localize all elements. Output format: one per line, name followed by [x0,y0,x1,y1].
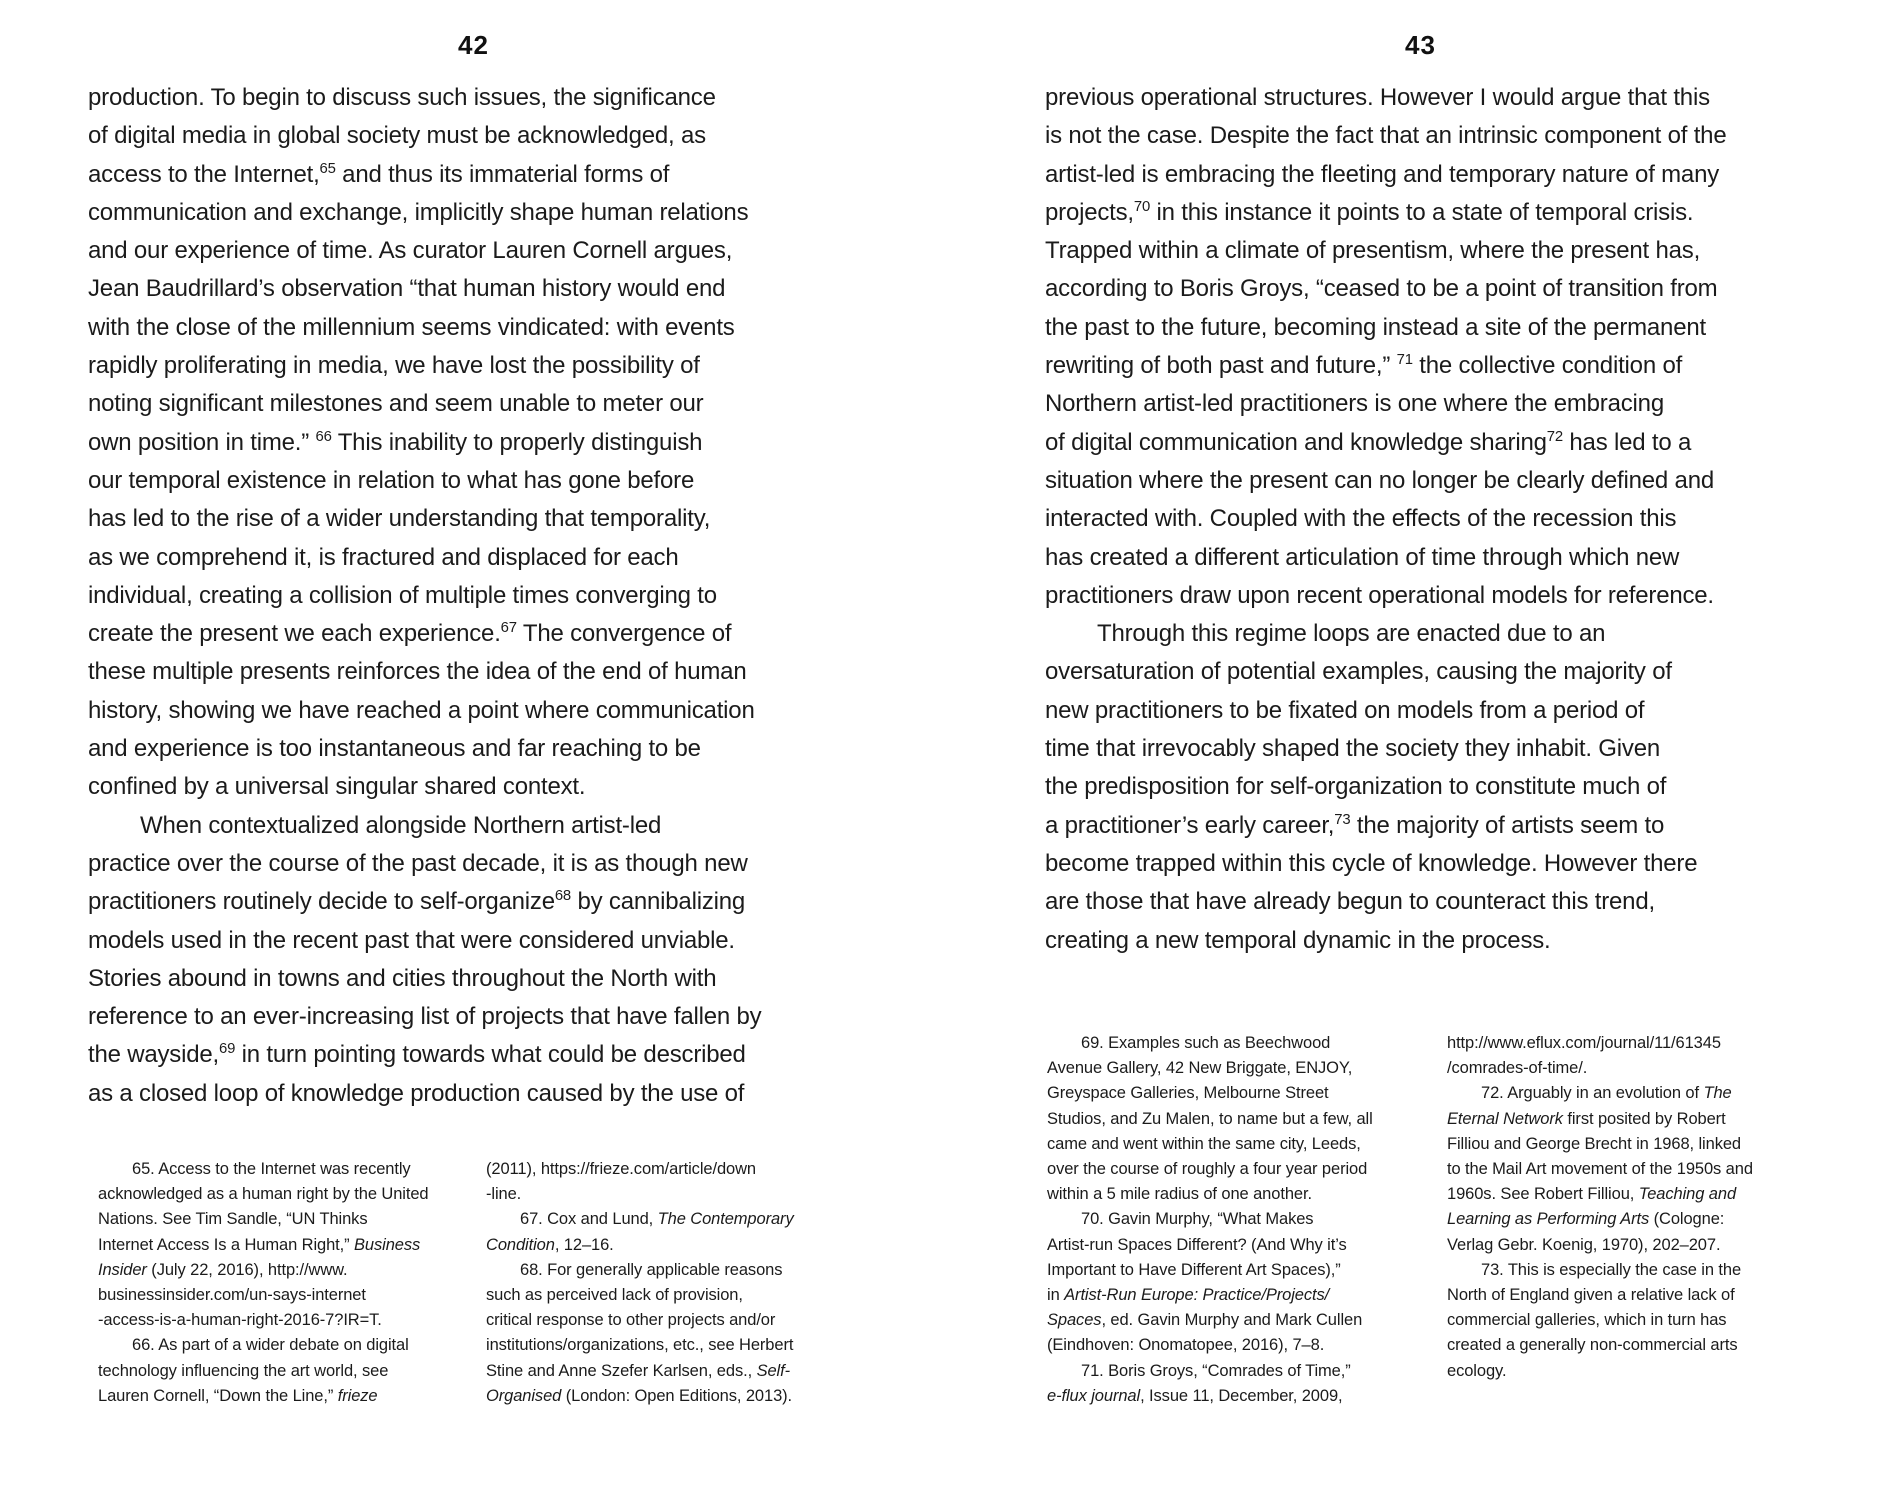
text-line: Stine and Anne Szefer Karlsen, eds., Self- [486,1361,790,1380]
text-line: production. To begin to discuss such issues, the significance [88,84,716,111]
text-line: interacted with. Coupled with the effects of the recession this [1045,505,1677,533]
text-line: rapidly proliferating in media, we have lost the possibility of [88,352,700,380]
text-line: /comrades-of-time/. [1447,1059,1588,1078]
text-line: 72. Arguably in an evolution of The [1481,1084,1732,1103]
text-line: with the close of the millennium seems vindicated: with events [88,313,735,341]
text-line: 73. This is especially the case in the [1481,1260,1742,1279]
text-line: previous operational structures. However I would argue that this [1045,84,1710,111]
text-line: noting significant milestones and seem unable to meter our [88,390,704,418]
body-text [1045,79,1726,960]
text-line: access to the Internet,$^{65}$ and thus its immaterial forms of [88,160,670,188]
text-line: of digital media in global society must be acknowledged, as [88,122,706,150]
footnotes-column-1 [1047,1031,1373,1409]
text-line: commercial galleries, which in turn has [1447,1311,1727,1330]
text-line: within a 5 mile radius of one another. [1047,1185,1312,1204]
text-line: communication and exchange, implicitly shape human relations [88,198,749,226]
text-line: Artist-run Spaces Different? (And Why it’s [1047,1235,1347,1254]
text-line: Lauren Cornell, “Down the Line,” frieze [98,1386,378,1405]
text-line: time that irrevocably shaped the society they inhabit. Given [1045,735,1661,763]
text-line: in Artist-Run Europe: Practice/Projects/ [1047,1286,1330,1305]
text-line: such as perceived lack of provision, [486,1286,743,1305]
text-line: (2011), https://frieze.com/article/down [486,1160,756,1178]
text-line: individual, creating a collision of multiple times converging to [88,581,717,609]
text-line: our temporal existence in relation to what has gone before [88,466,695,494]
text-line: North of England given a relative lack of [1447,1286,1735,1305]
text-line: is not the case. Despite the fact that an intrinsic component of the [1045,122,1727,150]
text-line: 70. Gavin Murphy, “What Makes [1081,1210,1314,1229]
text-line: Jean Baudrillard’s observation “that human history would end [88,275,726,303]
text-line: Important to Have Different Art Spaces),” [1047,1260,1341,1279]
text-line: own position in time.” $^{66}$ This inability to properly distinguish [88,428,703,456]
text-line: history, showing we have reached a point where communication [88,696,755,724]
footnotes-column-1 [98,1157,429,1409]
text-line: models used in the recent past that were considered unviable. [88,926,735,954]
text-line: businessinsider.com/un-says-internet [98,1286,366,1305]
text-line: Filliou and George Brecht in 1968, linked [1447,1134,1741,1153]
page-number: 43 [1405,30,1436,60]
text-line: (Eindhoven: Onomatopee, 2016), 7–8. [1047,1336,1325,1355]
text-line: Spaces, ed. Gavin Murphy and Mark Cullen [1047,1311,1363,1330]
text-line: a practitioner’s early career,$^{73}$ the majority of artists seem to [1045,811,1665,839]
text-line: over the course of roughly a four year period [1047,1160,1368,1179]
text-line: http://www.eflux.com/journal/11/61345 [1447,1034,1721,1052]
text-line: become trapped within this cycle of knowledge. However there [1045,849,1698,877]
text-line: came and went within the same city, Leeds, [1047,1134,1361,1153]
text-line: 69. Examples such as Beechwood [1081,1034,1331,1052]
text-line: When contextualized alongside Northern artist-led [140,811,662,839]
text-line: confined by a universal singular shared context. [88,773,586,801]
text-line: practitioners routinely decide to self-organize$^{68}$ by cannibalizing [88,888,746,916]
text-line: Eternal Network first posited by Robert [1447,1109,1726,1128]
text-line: Studios, and Zu Malen, to name but a few, all [1047,1109,1373,1128]
text-line: practice over the course of the past decade, it is as though new [88,849,748,877]
text-line: the wayside,$^{69}$ in turn pointing towards what could be described [88,1041,746,1069]
text-line: and our experience of time. As curator Lauren Cornell argues, [88,237,733,265]
text-line: Organised (London: Open Editions, 2013). [486,1386,793,1405]
text-line: -access-is-a-human-right-2016-7?IR=T. [98,1311,382,1330]
text-line: created a generally non-commercial arts [1447,1336,1738,1355]
text-line: 1960s. See Robert Filliou, Teaching and [1447,1185,1737,1204]
text-line: reference to an ever-increasing list of projects that have fallen by [88,1003,762,1031]
text-line: as we comprehend it, is fractured and displaced for each [88,543,679,571]
text-line: Through this regime loops are enacted due to an [1097,620,1606,648]
text-line: institutions/organizations, etc., see Herbert [486,1336,794,1355]
text-line: practitioners draw upon recent operational models for reference. [1045,581,1714,609]
text-line: artist-led is embracing the fleeting and temporary nature of many [1045,160,1720,188]
footnotes-column-2 [1447,1031,1753,1384]
text-line: the past to the future, becoming instead a site of the permanent [1045,313,1706,341]
text-line: as a closed loop of knowledge production caused by the use of [88,1079,745,1107]
text-line: create the present we each experience.$^{67}$ The convergence of [88,620,732,648]
text-line: creating a new temporal dynamic in the process. [1045,926,1551,954]
text-line: are those that have already begun to counteract this trend, [1045,888,1655,916]
text-line: of digital communication and knowledge sharing$^{72}$ has led to a [1045,428,1692,456]
text-line: 67. Cox and Lund, The Contemporary [520,1210,794,1229]
text-line: Learning as Performing Arts (Cologne: [1447,1210,1725,1229]
text-line: ecology. [1447,1361,1507,1380]
text-line: these multiple presents reinforces the idea of the end of human [88,658,747,686]
text-line: Condition, 12–16. [486,1235,614,1254]
body-text [88,79,761,1113]
footnotes-column-2 [486,1157,794,1409]
text-line: has led to the rise of a wider understanding that temporality, [88,505,711,533]
text-line: technology influencing the art world, see [98,1361,389,1380]
text-line: Greyspace Galleries, Melbourne Street [1047,1084,1329,1103]
text-line: has created a different articulation of time through which new [1045,543,1680,571]
text-line: Insider (July 22, 2016), http://www. [98,1260,348,1279]
text-line: oversaturation of potential examples, causing the majority of [1045,658,1672,686]
text-line: Northern artist-led practitioners is one where the embracing [1045,390,1664,418]
text-line: Internet Access Is a Human Right,” Business [98,1235,421,1254]
text-line: 65. Access to the Internet was recently [132,1160,411,1178]
text-line: critical response to other projects and/or [486,1311,776,1330]
text-line: e-flux journal, Issue 11, December, 2009, [1047,1386,1343,1405]
text-line: 66. As part of a wider debate on digital [132,1336,409,1355]
text-line: -line. [486,1185,522,1204]
text-line: 68. For generally applicable reasons [520,1260,783,1279]
text-line: 71. Boris Groys, “Comrades of Time,” [1081,1361,1351,1380]
text-line: situation where the present can no longer be clearly defined and [1045,466,1714,494]
text-line: rewriting of both past and future,” $^{71}$ the collective condition of [1045,352,1683,380]
page-43 [947,0,1894,1500]
text-line: Nations. See Tim Sandle, “UN Thinks [98,1210,368,1229]
text-line: to the Mail Art movement of the 1950s and [1447,1160,1753,1179]
text-line: according to Boris Groys, “ceased to be a point of transition from [1045,275,1718,303]
text-line: Trapped within a climate of presentism, where the present has, [1045,237,1701,265]
text-line: Verlag Gebr. Koenig, 1970), 202–207. [1447,1235,1721,1254]
text-line: projects,$^{70}$ in this instance it points to a state of temporal crisis. [1045,198,1694,226]
text-line: Stories abound in towns and cities throughout the North with [88,964,717,992]
text-line: the predisposition for self-organization to constitute much of [1045,773,1667,801]
text-line: and experience is too instantaneous and far reaching to be [88,735,701,763]
text-line: new practitioners to be fixated on models from a period of [1045,696,1645,724]
text-line: Avenue Gallery, 42 New Briggate, ENJOY, [1047,1059,1353,1078]
text-line: acknowledged as a human right by the United [98,1185,429,1204]
page-number: 42 [458,30,489,60]
